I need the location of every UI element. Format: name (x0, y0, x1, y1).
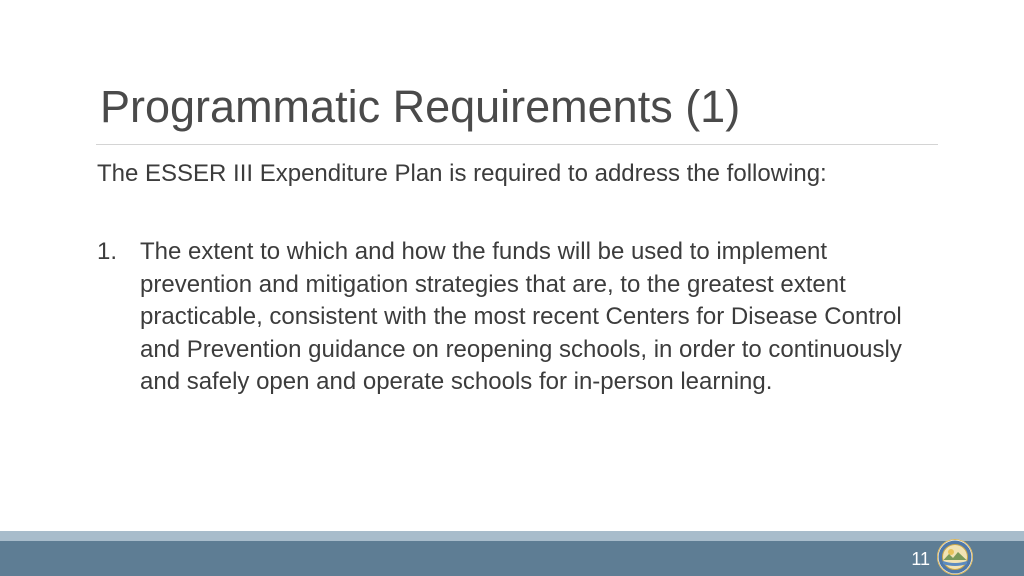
intro-text: The ESSER III Expenditure Plan is required to address the following: (97, 160, 827, 187)
title-divider (96, 144, 938, 145)
state-seal-icon (936, 538, 974, 576)
footer-accent-band (0, 531, 1024, 541)
requirements-list (97, 236, 937, 399)
list-item (97, 236, 937, 399)
slide-title: Programmatic Requirements (1) (100, 81, 741, 132)
page-number: 11 (911, 549, 930, 569)
footer-band (0, 541, 1024, 576)
list-item-number: 1. (97, 238, 118, 265)
list-item-text: The extent to which and how the funds will be used to implement prevention and mitigation strategies that are, to the greatest extent practicable, consistent with the most recent Centers for Disease Control and Prevention guidance on reopening schools, in order to continuously and safely open and operate schools for in-person learning. (140, 238, 902, 395)
